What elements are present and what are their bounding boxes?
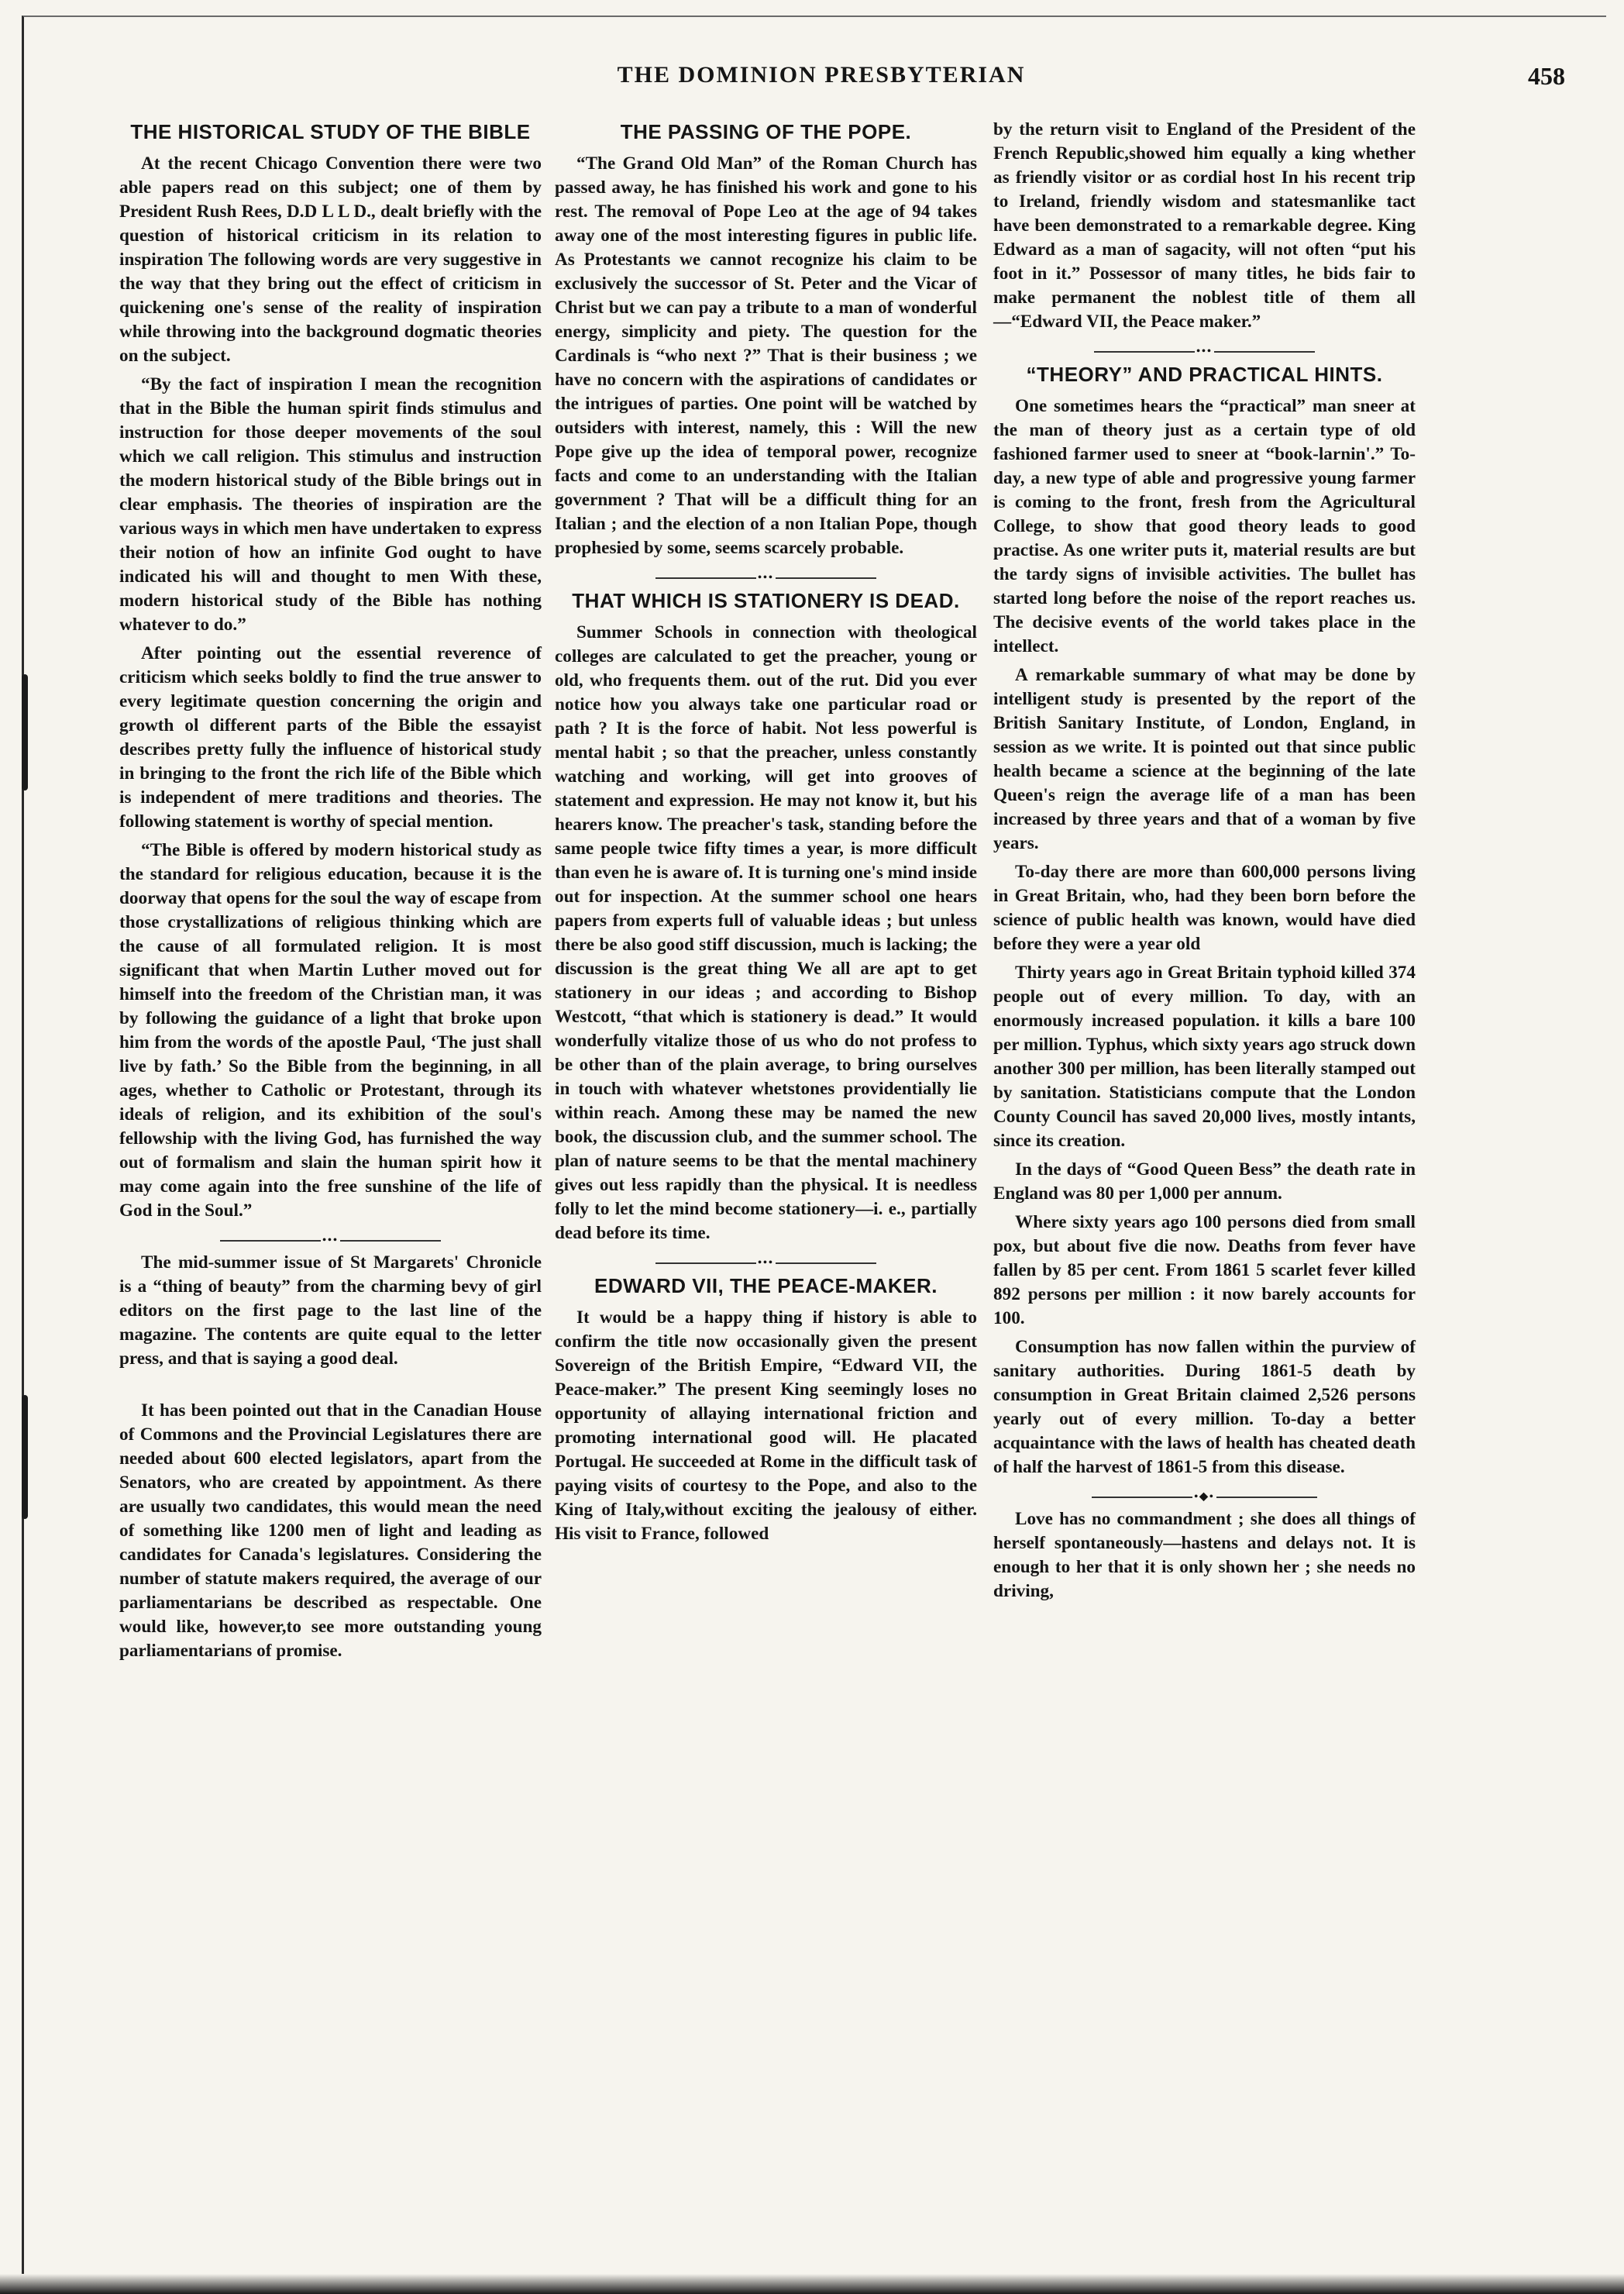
paragraph: by the return visit to England of the President of the French Republic,showed him equally a king whether as friendly visitor or as cordial host In his recent trip to Ireland, friendly wisdom and statesmanlike tact have been demonstrated to a remarkable degree. King Edward as a man of sagacity, will not often “put his foot in it.” Possessor of many titles, he bids fair to make permanent the noblest title of them all—“Edward VII, the Peace maker.”: [993, 119, 1416, 332]
paragraph: A remarkable summary of what may be done by intelligent study is presented by the report of the British Sanitary Institute, of London, England, in session as we write. It is pointed out that since public health became a science at the beginning of the late Queen's reign the average life of a man has been increased by three years and that of a woman by five years.: [993, 665, 1416, 853]
article-heading: “THEORY” AND PRACTICAL HINTS.: [1026, 363, 1383, 386]
paragraph: At the recent Chicago Convention there were two able papers read on this subject; one of them by President Rush Rees, D.D L L D., dealt briefly with the question of historical criticism in its relation to inspiration The following words are very suggestive in the way that they bring out the effect of criticism in quickening one's sense of the reality of inspiration while throwing into the background dogmatic theories on the subject.: [119, 153, 542, 366]
paragraph: Love has no commandment ; she does all things of herself spontaneously—hastens and delays not. It is enough to her that it is only shown her ; she needs no driving,: [993, 1509, 1416, 1601]
section-divider: •••: [993, 339, 1416, 354]
paragraph: Thirty years ago in Great Britain typhoid killed 374 people out of every million. To day, with an enormously increased population. it kills a bare 100 per million. Typhus, which sixty years ago struck down another 300 per million, has been literally stamped out by sanitation. Statisticians compute that the London County Council has saved 20,000 lives, mostly intants, since its creation.: [993, 963, 1416, 1151]
paragraph: Where sixty years ago 100 persons died from small pox, but about five die now. Deaths from fever have fallen by 85 per cent. From 1861 5 scarlet fever killed 892 persons per million : it now barely accounts for 100.: [993, 1212, 1416, 1328]
section-divider: •••: [555, 565, 977, 580]
paragraph: Consumption has now fallen within the purview of sanitary authorities. During 1861-5 death by consumption in Great Britain claimed 2,526 persons yearly out of every million. To-day a better acquaintance with the laws of health has cheated death of half the harvest of 1861-5 from this disease.: [993, 1337, 1416, 1477]
paragraph: It would be a happy thing if history is able to confirm the title now occasionally given the present Sovereign of the British Empire, “Edward VII, the Peace-maker.” The present King seemingly loses no opportunity of allaying international friction and promoting international good will. He placated Portugal. He succeeded at Rome in the difficult task of paying visits of courtesy to the Pope, and also to the King of Italy,without exciting the jealousy of either. His visit to France, followed: [555, 1307, 977, 1544]
paragraph: Summer Schools in connection with theological colleges are calculated to get the preacher, young or old, who frequents them. out of the rut. Did you ever notice how you always take one particular road or path ? It is the force of habit. Not less powerful is mental habit ; so that the preacher, unless constantly watching and working, will get into grooves of statement and expression. He may not know it, but his hearers know. The preacher's task, standing before the same people twice fifty times a year, is more difficult than even he is aware of. It is turning one's mind inside out for inspection. At the summer school one hears papers from experts full of valuable ideas ; but unless there be also good stiff discussion, much is lacking; the discussion is the great thing We all are apt to get stationery in our ideas ; and according to Bishop Westcott, “that which is stationery is dead.” It would wonderfully vitalize those of us who do not profess to be other than of the plain average, to bring ourselves in touch with whatever whetstones providentially lie within reach. Among these may be named the new book, the discussion club, and the summer school. The plan of nature seems to be that the mental machinery gives out less rapidly than the physical. It is needless folly to let the mind become stationery—i. e., partially dead before its time.: [555, 622, 977, 1243]
paragraph: “The Grand Old Man” of the Roman Church has passed away, he has finished his work and gone to his rest. The removal of Pope Leo at the age of 94 takes away one of the most interesting figures in public life. As Protestants we cannot recognize his claim to be exclusively the successor of St. Peter and the Vicar of Christ but we can pay a tribute to a man of wonderful energy, simplicity and piety. The question for the Cardinals is “who next ?” That is their business ; we have no concern with the aspirations of candidates or the intrigues of parties. One point will be watched by outsiders with interest, namely, this : Will the new Pope give up the idea of temporal power, recognize facts and come to an understanding with the Italian government ? That will be a difficult thing for an Italian ; and the election of a non Italian Pope, though prophesied by some, seems scarcely probable.: [555, 153, 977, 558]
article-heading: THAT WHICH IS STATIONERY IS DEAD.: [572, 589, 960, 612]
journal-name: THE DOMINION PRESBYTERIAN: [617, 62, 1026, 88]
section-divider: •◆•: [993, 1484, 1416, 1500]
scan-edge: [0, 2274, 1624, 2294]
section-divider: •••: [555, 1250, 977, 1266]
margin-mark: [22, 674, 28, 790]
paragraph: In the days of “Good Queen Bess” the death rate in England was 80 per 1,000 per annum.: [993, 1159, 1416, 1204]
paragraph: To-day there are more than 600,000 persons living in Great Britain, who, had they been born before the science of public health was known, would have died before they were a year old: [993, 862, 1416, 954]
paragraph: “By the fact of inspiration I mean the recognition that in the Bible the human spirit finds stimulus and instruction for those deeper movements of the soul which we call religion. This stimulus and instruction the modern historical study of the Bible brings out in clear emphasis. The theories of inspiration are the various ways in which men have undertaken to express their notion of how an infinite God ought to have indicated his will and thought to men With these, modern historical study of the Bible has nothing whatever to do.”: [119, 374, 542, 635]
paragraph: “The Bible is offered by modern historical study as the standard for religious education, because it is the doorway that opens for the soul the way of escape from those crystallizations of religious thinking which are the cause of all formulated religion. It is most significant that when Martin Luther moved out for himself into the freedom of the Christian man, it was by following the guidance of a light that broke upon him from the words of the apostle Paul, ‘The just shall live by fath.’ So the Bible from the beginning, in all ages, whether to Catholic or Protestant, through its ideals of religion, and its exhibition of the soul's fellowship with the living God, has furnished the way out of formalism and slain the human spirit how it may come again into the free sunshine of the life of God in the Soul.”: [119, 840, 542, 1221]
paragraph: It has been pointed out that in the Canadian House of Commons and the Provincial Legislatures there are needed about 600 elected legislators, apart from the Senators, who are created by appointment. As there are usually two candidates, this would mean the need of something like 1200 men of light and leading as candidates for Canada's legislatures. Considering the number of statute makers required, the average of our parliamentarians be described as respectable. One would like, however,to see more outstanding young parliamentarians of promise.: [119, 1400, 542, 1661]
column-2: [555, 115, 977, 1551]
paragraph: The mid-summer issue of St Margarets' Chronicle is a “thing of beauty” from the charming bevy of girl editors on the first page to the last line of the magazine. The contents are quite equal to the letter press, and that is saying a good deal.: [119, 1252, 542, 1369]
page-number: 458: [1528, 62, 1565, 90]
margin-mark: [22, 1395, 28, 1519]
running-head: [116, 62, 1565, 101]
article-heading: THE HISTORICAL STUDY OF THE BIBLE: [130, 120, 531, 143]
paragraph: After pointing out the essential reverence of criticism which seeks boldly to find the true answer to every legitimate question concerning the origin and growth ol different parts of the Bible the essayist describes pretty fully the influence of historical study in bringing to the front the rich life of the Bible which is independent of mere traditions and theories. The following statement is worthy of special mention.: [119, 643, 542, 832]
section-divider: [119, 1376, 542, 1391]
article-heading: THE PASSING OF THE POPE.: [620, 120, 912, 143]
paragraph: One sometimes hears the “practical” man sneer at the man of theory just as a certain type of old fashioned farmer used to sneer at “book-larnin'.” To-day, a new type of able and progressive young farmer is coming to the front, fresh from the Agricultural College, to show that good theory leads to good practise. As one writer puts it, material results are but the tardy signs of invisible activities. The bullet has started long before the noise of the report reaches us. The decisive events of the world takes place in the intellect.: [993, 396, 1416, 656]
column-3: [993, 118, 1416, 1608]
section-divider: •••: [119, 1228, 542, 1243]
article-heading: EDWARD VII, THE PEACE-MAKER.: [594, 1274, 938, 1297]
column-1: [119, 115, 542, 1668]
